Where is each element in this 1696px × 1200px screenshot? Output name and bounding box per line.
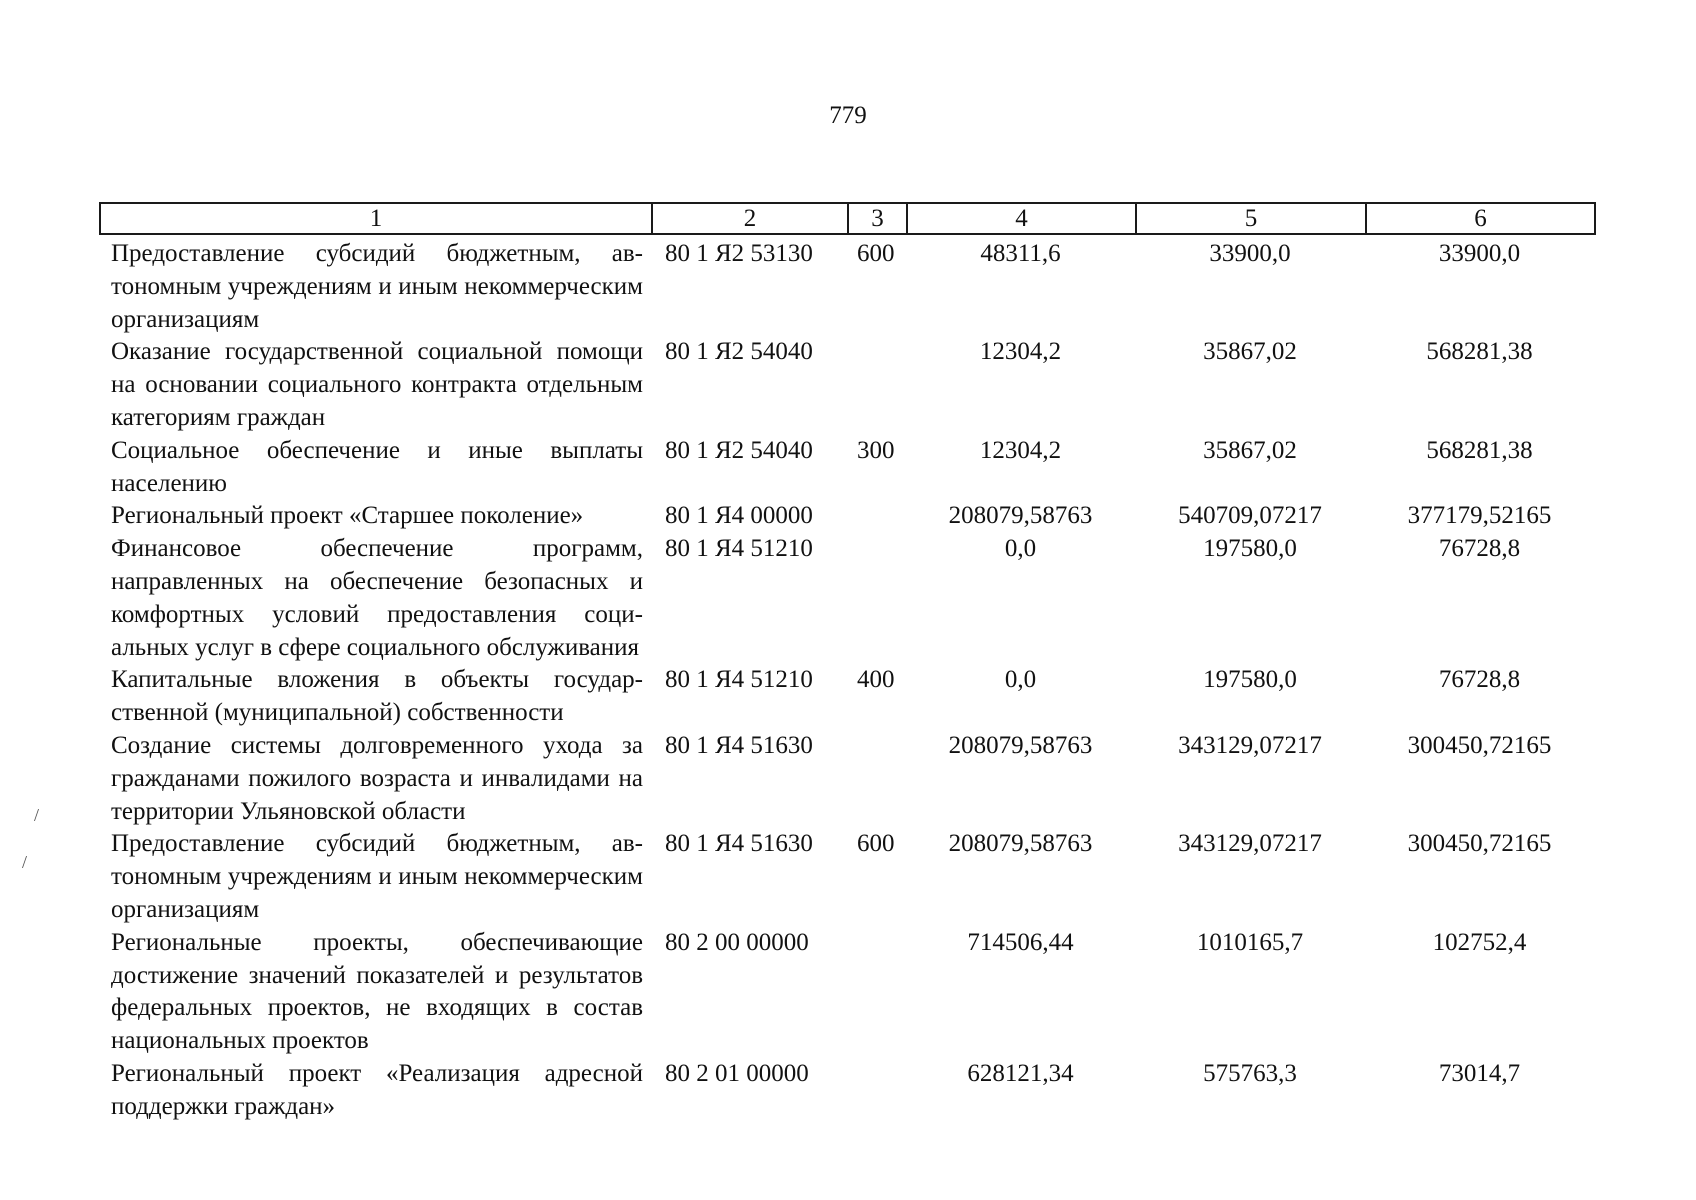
- row-value-2: 343129,07217: [1178, 731, 1322, 759]
- table-row: [99, 500, 1594, 533]
- table-row: [99, 238, 1594, 336]
- row-value-1: 12304,2: [979, 338, 1062, 366]
- row-value-2: 197580,0: [1203, 666, 1297, 694]
- header-cell-5: 5: [1136, 203, 1366, 234]
- table-row: [99, 533, 1594, 664]
- row-type: [847, 500, 906, 533]
- row-type: 300: [857, 436, 895, 464]
- row-type: [847, 927, 906, 1058]
- header-cell-2: 2: [652, 203, 848, 234]
- budget-table: [99, 238, 1594, 1124]
- row-name: Создание системы долговременного ухода за гражданами пожилого возраста и инвалидами на территории Ульяновской области: [111, 731, 643, 825]
- row-code: 80 1 Я4 51210: [665, 535, 813, 563]
- row-name: Региональный проект «Старшее поколение»: [111, 502, 584, 530]
- row-value-2: 575763,3: [1203, 1059, 1297, 1087]
- row-value-2: 35867,02: [1203, 338, 1297, 366]
- row-name: Предоставление субсидий бюджетным, автономным учреждениям и иным некоммерческим организациям: [111, 240, 643, 333]
- row-name: Региональный проект «Реализация адресной поддержки граждан»: [111, 1059, 643, 1120]
- row-value-3: 377179,52165: [1407, 502, 1552, 530]
- row-code: 80 1 Я2 54040: [665, 338, 813, 366]
- row-value-1: 208079,58763: [948, 731, 1093, 759]
- row-value-2: 540709,07217: [1178, 502, 1322, 530]
- row-value-1: 714506,44: [967, 928, 1074, 956]
- row-code: 80 1 Я4 51630: [665, 830, 813, 858]
- row-name: Финансовое обеспечение программ, направленных на обеспечение безопасных и комфортных условий предоставления социальных услуг в сфере социального обслуживания: [111, 535, 643, 661]
- table-row: [99, 435, 1594, 501]
- row-value-1: 628121,34: [967, 1059, 1074, 1087]
- row-type: [847, 1058, 906, 1124]
- row-type: [847, 533, 906, 664]
- header-row: [100, 203, 1595, 234]
- row-code: 80 1 Я4 51210: [665, 666, 813, 694]
- row-value-1: 0,0: [1004, 535, 1037, 563]
- row-type: 600: [857, 240, 895, 267]
- table-row: [99, 828, 1594, 926]
- row-type: 400: [857, 666, 895, 694]
- row-code: 80 1 Я4 00000: [665, 502, 813, 530]
- row-value-3: 76728,8: [1438, 535, 1521, 563]
- row-value-3: 76728,8: [1438, 666, 1521, 694]
- row-value-2: 33900,0: [1209, 240, 1291, 267]
- row-value-2: 197580,0: [1203, 535, 1297, 563]
- header-cell-4: 4: [907, 203, 1136, 234]
- row-value-2: 35867,02: [1203, 436, 1297, 464]
- row-value-1: 48311,6: [980, 240, 1061, 267]
- row-name: Региональные проекты, обеспечивающие достижение значений показателей и результатов федеральных проектов, не входящих в состав национальных проектов: [111, 928, 643, 1055]
- row-name: Капитальные вложения в объекты государственной (муниципальной) собственности: [111, 666, 643, 727]
- row-name: Социальное обеспечение и иные выплаты населению: [111, 436, 643, 497]
- row-name: Оказание государственной социальной помощи на основании социального контракта отдельным категориям граждан: [111, 338, 643, 431]
- table-header: [99, 202, 1596, 235]
- row-value-3: 300450,72165: [1407, 731, 1552, 759]
- row-value-1: 12304,2: [979, 436, 1062, 464]
- scan-mark: /: [22, 852, 28, 872]
- row-code: 80 1 Я2 54040: [665, 436, 813, 464]
- row-code: 80 2 00 00000: [665, 928, 809, 956]
- header-cell-3: 3: [848, 203, 907, 234]
- row-value-3: 300450,72165: [1407, 830, 1552, 858]
- row-value-1: 0,0: [1004, 666, 1037, 694]
- row-value-1: 208079,58763: [948, 502, 1093, 530]
- row-value-1: 208079,58763: [948, 830, 1093, 858]
- row-type: 600: [857, 830, 895, 858]
- row-value-3: 73014,7: [1438, 1059, 1521, 1087]
- page-number: 779: [829, 102, 867, 129]
- row-code: 80 2 01 00000: [665, 1059, 809, 1087]
- table-row: [99, 927, 1594, 1058]
- row-value-3: 33900,0: [1438, 240, 1521, 267]
- row-value-2: 1010165,7: [1196, 928, 1304, 956]
- table-row: [99, 1058, 1594, 1124]
- row-code: 80 1 Я4 51630: [665, 731, 813, 759]
- header-cell-1: 1: [100, 203, 652, 234]
- row-type: [847, 730, 906, 828]
- row-value-3: 568281,38: [1426, 338, 1533, 366]
- header-cell-6: 6: [1366, 203, 1595, 234]
- row-name: Предоставление субсидий бюджетным, автономным учреждениям и иным некоммерческим организациям: [111, 830, 643, 923]
- table-row: [99, 730, 1594, 828]
- table-row: [99, 336, 1594, 434]
- row-type: [847, 336, 906, 434]
- scan-mark: /: [34, 805, 40, 825]
- row-value-3: 102752,4: [1432, 928, 1527, 956]
- row-value-3: 568281,38: [1426, 436, 1533, 464]
- row-code: 80 1 Я2 53130: [665, 240, 813, 267]
- table-row: [99, 664, 1594, 730]
- row-value-2: 343129,07217: [1178, 830, 1322, 858]
